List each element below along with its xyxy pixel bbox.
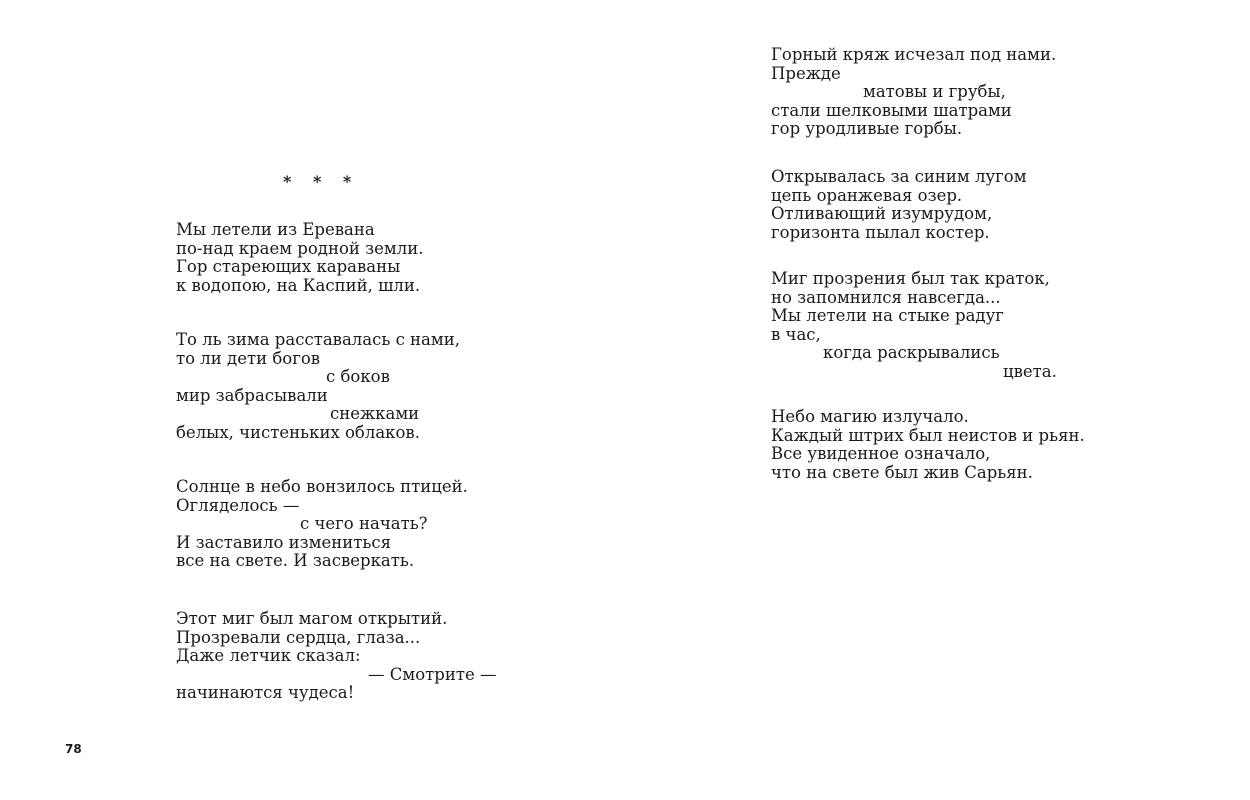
poem-line: гор уродливые горбы. xyxy=(771,119,963,138)
stanza-3 xyxy=(176,478,468,571)
poem-line: И заставило измениться xyxy=(176,532,391,552)
poem-line: Прежде xyxy=(771,63,841,83)
poem-line: цепь оранжевая озер. xyxy=(771,185,963,205)
stanza-6 xyxy=(771,168,1027,242)
poem-line: все на свете. И засверкать. xyxy=(176,551,415,570)
poem-line: когда раскрывались xyxy=(823,343,1000,362)
stanza-separator: * * * xyxy=(283,172,360,191)
poem-line: стали шелковыми шатрами xyxy=(771,100,1012,120)
right-page xyxy=(625,0,1250,800)
poem-line: Каждый штрих был неистов и рьян. xyxy=(771,425,1085,445)
poem-line: в час, xyxy=(771,324,821,344)
poem-line: Гор стареющих караваны xyxy=(176,257,401,276)
poem-line: начинаются чудеса! xyxy=(176,683,355,702)
stanza-5 xyxy=(771,46,1056,139)
poem-line: Отливающий изумрудом, xyxy=(771,204,993,223)
stanza-4 xyxy=(176,610,496,703)
stanza-1 xyxy=(176,221,423,295)
poem-line: — Смотрите — xyxy=(368,664,497,684)
poem-line: Солнце в небо вонзилось птицей. xyxy=(176,477,468,496)
poem-line: Горный кряж исчезал под нами. xyxy=(771,45,1057,64)
poem-line: Мы летели из Еревана xyxy=(176,220,375,239)
poem-line: Мы летели на стыке радуг xyxy=(771,306,1004,325)
poem-line: цвета. xyxy=(1003,361,1057,381)
poem-line: Открывалась за синим лугом xyxy=(771,167,1027,186)
stanza-8 xyxy=(771,408,1085,482)
poem-line: но запомнился навсегда... xyxy=(771,287,1001,307)
poem-line: с боков xyxy=(326,367,390,386)
poem-line: к водопою, на Каспий, шли. xyxy=(176,275,421,295)
page-number: 78 xyxy=(65,742,82,756)
poem-line: белых, чистеньких облаков. xyxy=(176,422,420,442)
poem-line: горизонта пылал костер. xyxy=(771,222,990,242)
poem-line: матовы и грубы, xyxy=(863,82,1006,101)
poem-line: Небо магию излучало. xyxy=(771,407,969,426)
poem-line: то ли дети богов xyxy=(176,348,321,368)
poem-line: с чего начать? xyxy=(300,514,428,533)
stanza-7 xyxy=(771,270,1057,381)
poem-line: по-над краем родной земли. xyxy=(176,238,424,258)
poem-line: То ль зима расставалась с нами, xyxy=(176,330,460,349)
poem-line: Этот миг был магом открытий. xyxy=(176,609,448,628)
poem-line: снежками xyxy=(330,404,420,423)
poem-line: мир забрасывали xyxy=(176,385,328,405)
poem-line: что на свете был жив Сарьян. xyxy=(771,462,1033,482)
poem-line: Даже летчик сказал: xyxy=(176,646,361,665)
poem-line: Все увиденное означало, xyxy=(771,444,991,463)
poem-line: Миг прозрения был так краток, xyxy=(771,269,1050,288)
stanza-2 xyxy=(176,331,460,442)
poem-line: Огляделось — xyxy=(176,495,300,515)
poem-line: Прозревали сердца, глаза... xyxy=(176,627,421,647)
